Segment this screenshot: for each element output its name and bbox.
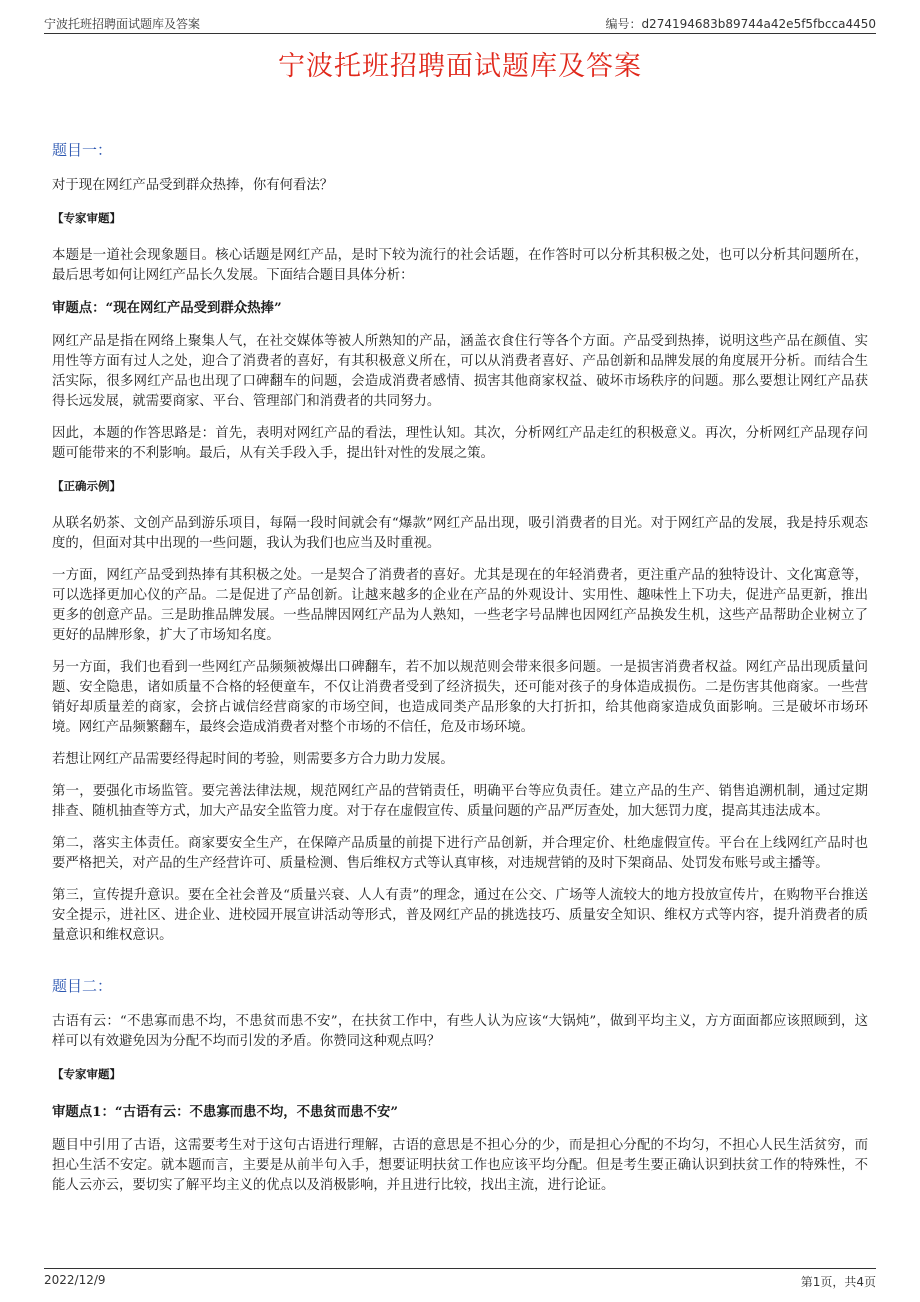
footer-date: 2022/12/9: [44, 1273, 106, 1287]
answer-paragraph: 一方面，网红产品受到热捧有其积极之处。一是契合了消费者的喜好。尤其是现在的年轻消费者，更注重产品的独特设计、文化寓意等，可以选择更加心仪的产品。二是促进了产品创新。让越来越多的企业在产品的外观设计、实用性、趣味性上下功夫，促进产品更新，推出更多的创意产品。三是助推品牌发展。一些品牌因网红产品为人熟知，一些老字号品牌也因网红产品换发生机，这些产品帮助企业树立了更好的品牌形象，扩大了市场知名度。: [52, 568, 868, 643]
expert-review-tag: 【专家审题】: [52, 211, 121, 225]
page-header: [44, 12, 876, 32]
question-2-heading: 题目二：: [52, 977, 113, 995]
header-divider: [44, 33, 876, 34]
question-1-analysis-2: 因此，本题的作答思路是：首先，表明对网红产品的看法，理性认知。其次，分析网红产品走红的积极意义。再次，分析网红产品现存问题可能带来的不利影响。最后，从有关手段入手，提出针对性的发展之策。: [52, 426, 868, 461]
review-point-1: 审题点1：“古语有云：不患寡而患不均，不患贫而患不安”: [52, 1104, 399, 1120]
document-title: 宁波托班招聘面试题库及答案: [278, 51, 642, 82]
header-doc-name: 宁波托班招聘面试题库及答案: [44, 17, 201, 31]
page-footer: [44, 1268, 876, 1294]
answer-paragraph: 第二，落实主体责任。商家要安全生产，在保障产品质量的前提下进行产品创新，并合理定价、杜绝虚假宣传。平台在上线网红产品时也要严格把关，对产品的生产经营许可、质量检测、售后维权方式等认真审核，对违规营销的及时下架商品、处罚发布账号或主播等。: [52, 836, 868, 871]
question-1-intro: 本题是一道社会现象题目。核心话题是网红产品，是时下较为流行的社会话题，在作答时可以分析其积极之处，也可以分析其问题所在，最后思考如何让网红产品长久发展。下面结合题目具体分析：: [52, 248, 868, 283]
answer-paragraph: 另一方面，我们也看到一些网红产品频频被爆出口碑翻车，若不加以规范则会带来很多问题。一是损害消费者权益。网红产品出现质量问题、安全隐患，诸如质量不合格的轻便童车，不仅让消费者受到了经济损失，还可能对孩子的身体造成损伤。二是伤害其他商家。一些营销好却质量差的商家，会挤占诚信经营商家的市场空间，也造成同类产品形象的大打折扣，给其他商家造成负面影响。三是破坏市场环境。网红产品频繁翻车，最终会造成消费者对整个市场的不信任，危及市场环境。: [52, 660, 868, 735]
header-doc-id: 编号：d274194683b89744a42e5f5fbcca4450: [605, 17, 876, 31]
expert-review-tag: 【专家审题】: [52, 1067, 121, 1081]
footer-divider: [44, 1268, 876, 1269]
answer-paragraph: 第三，宣传提升意识。要在全社会普及“质量兴衰、人人有责”的理念，通过在公交、广场等人流较大的地方投放宣传片，在购物平台推送安全提示，进社区、进企业、进校园开展宣讲活动等形式，普及网红产品的挑选技巧、质量安全知识、维权方式等内容，提升消费者的质量意识和维权意识。: [52, 888, 868, 943]
question-1-text: 对于现在网红产品受到群众热捧，你有何看法？: [52, 178, 334, 193]
answer-paragraph: 从联名奶茶、文创产品到游乐项目，每隔一段时间就会有“爆款”网红产品出现，吸引消费者的目光。对于网红产品的发展，我是持乐观态度的，但面对其中出现的一些问题，我认为我们也应当及时重视。: [52, 516, 868, 551]
answer-paragraph: 若想让网红产品需要经得起时间的考验，则需要多方合力助力发展。: [52, 752, 454, 767]
page-number: 第1页，共4页: [800, 1275, 876, 1289]
question-2-analysis-1: 题目中引用了古语，这需要考生对于这句古语进行理解，古语的意思是不担心分的少，而是担心分配的不均匀，不担心人民生活贫穷，而担心生活不安定。就本题而言，主要是从前半句入手，想要证明扶贫工作也应该平均分配。但是考生要正确认识到扶贫工作的特殊性，不能人云亦云，要切实了解平均主义的优点以及消极影响，并且进行比较，找出主流，进行论证。: [52, 1138, 868, 1193]
review-point: 审题点：“现在网红产品受到群众热捧”: [52, 300, 282, 316]
document-body: [52, 140, 868, 1208]
question-1-heading: 题目一：: [52, 141, 113, 159]
answer-paragraph: 第一，要强化市场监管。要完善法律法规，规范网红产品的营销责任，明确平台等应负责任。建立产品的生产、销售追溯机制，通过定期排查、随机抽查等方式，加大产品安全监管力度。对于存在虚假宣传、质量问题的产品严厉查处，加大惩罚力度，提高其违法成本。: [52, 784, 868, 819]
question-1-analysis-1: 网红产品是指在网络上聚集人气，在社交媒体等被人所熟知的产品，涵盖衣食住行等各个方面。产品受到热捧，说明这些产品在颜值、实用性等方面有过人之处，迎合了消费者的喜好，有其积极意义所在，可以从消费者喜好、产品创新和品牌发展的角度展开分析。而结合生活实际，很多网红产品也出现了口碑翻车的问题，会造成消费者感情、损害其他商家权益、破坏市场秩序的问题。那么要想让网红产品获得长远发展，就需要商家、平台、管理部门和消费者的共同努力。: [52, 334, 868, 409]
question-2-text: 古语有云：“不患寡而患不均，不患贫而患不安”，在扶贫工作中，有些人认为应该“大锅炖”，做到平均主义，方方面面都应该照顾到，这样可以有效避免因为分配不均而引发的矛盾。你赞同这种观点吗？: [52, 1014, 868, 1049]
correct-example-tag: 【正确示例】: [52, 479, 121, 493]
